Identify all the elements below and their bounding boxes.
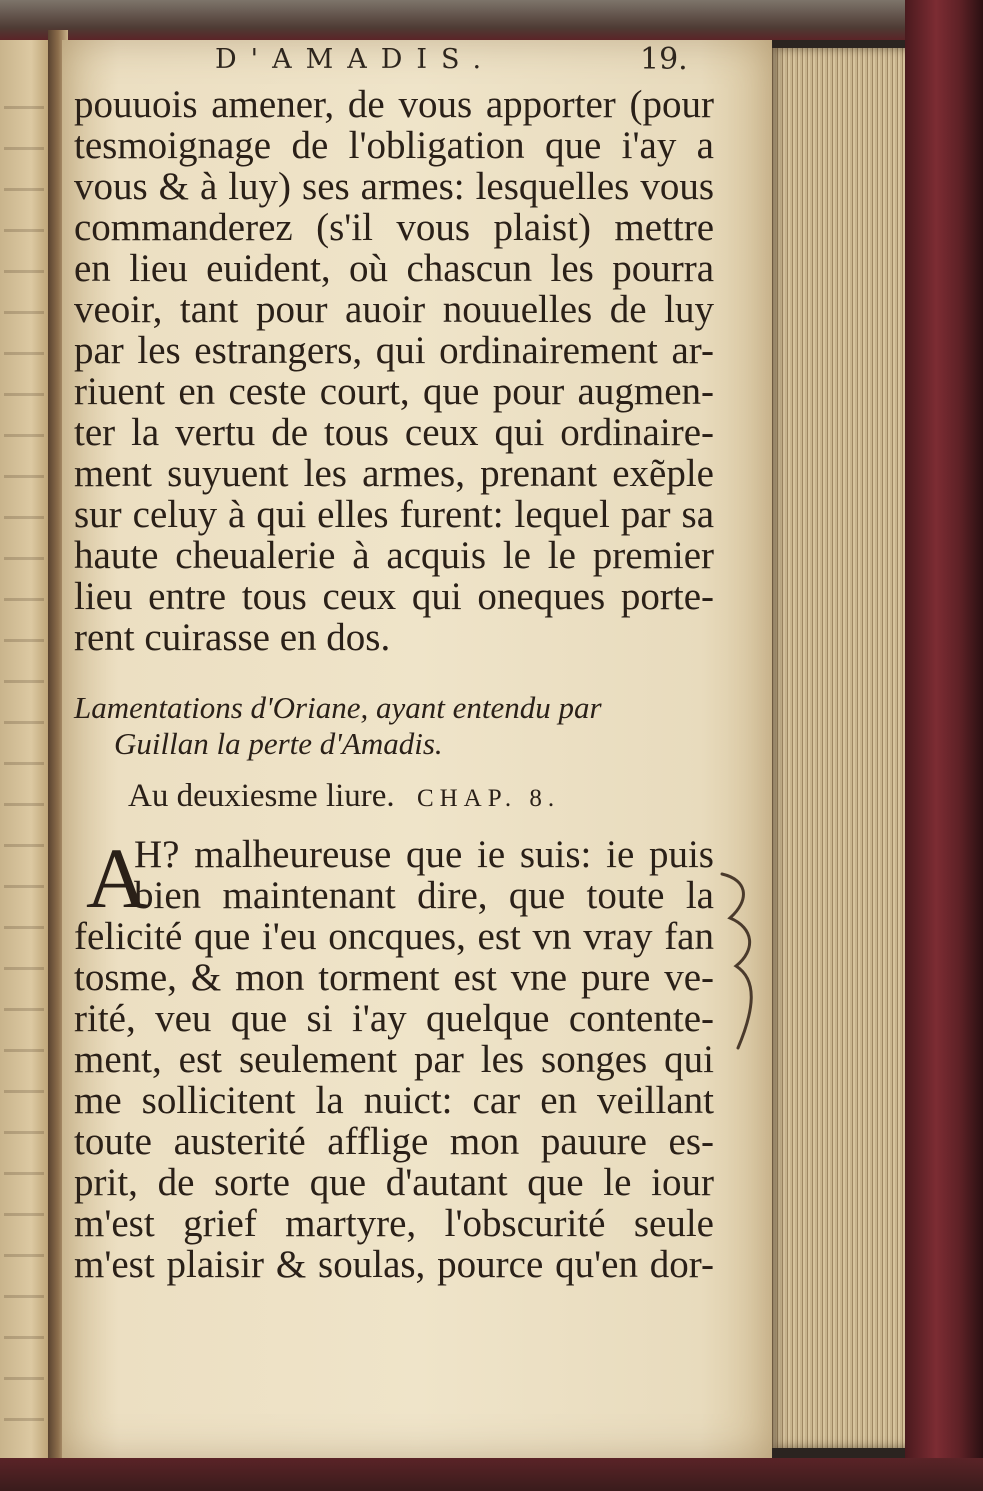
- chapter-number: CHAP. 8.: [416, 785, 561, 812]
- text-line: veoir, tant pour auoir nouuelles de luy: [74, 288, 714, 331]
- text-line: rent cuirasse en dos.: [74, 616, 391, 659]
- text-line: m'est grief martyre, l'obscurité seule: [74, 1202, 714, 1245]
- cover-top-edge: [0, 0, 983, 40]
- text-line: ment, est seulement par les songes qui: [74, 1038, 714, 1081]
- page-number: 19.: [640, 42, 688, 77]
- chapter-label: [128, 778, 560, 815]
- text-line: toute austerité afflige mon pauure es-: [74, 1120, 714, 1163]
- text-line: haute cheualerie à acquis le le premier: [74, 534, 714, 577]
- paragraph-1: [74, 84, 714, 658]
- text-line: lieu entre tous ceux qui oneques porte-: [74, 575, 714, 618]
- text-line: pouuois amener, de vous apporter (pour: [74, 83, 714, 126]
- text-line: felicité que i'eu oncques, est vn vray fan: [74, 915, 714, 958]
- drop-capital: A: [86, 830, 149, 926]
- handwritten-bracket-mark: [708, 870, 778, 1050]
- text-line: en lieu euident, où chascun les pourra: [74, 247, 714, 290]
- text-line: rité, veu que si i'ay quelque contente-: [74, 997, 714, 1040]
- text-line: commanderez (s'il vous plaist) mettre: [74, 206, 714, 249]
- book-label: Au deuxiesme liure.: [128, 778, 395, 814]
- text-line: m'est plaisir & soulas, pource qu'en dor-: [74, 1243, 714, 1286]
- paragraph-2: [74, 830, 714, 1286]
- red-leather-cover: [905, 0, 983, 1491]
- text-line: me sollicitent la nuict: car en veillant: [74, 1079, 714, 1122]
- text-line: riuent en ceste court, que pour augmen-: [74, 370, 714, 413]
- text-line: vous & à luy) ses armes: lesquelles vous: [74, 165, 714, 208]
- cover-bottom-edge: [0, 1458, 983, 1491]
- heading-line: Lamentations d'Oriane, ayant entendu par: [74, 690, 602, 725]
- page-fore-edge: [770, 48, 908, 1448]
- chapter-heading: [74, 690, 714, 762]
- text-line: ment suyuent les armes, prenant exẽple: [74, 452, 714, 495]
- left-page-edge: [0, 40, 52, 1460]
- left-page-text-bleed: [4, 80, 44, 1430]
- text-line: ter la vertu de tous ceux qui ordinaire-: [74, 411, 714, 454]
- text-line: tesmoignage de l'obligation que i'ay a: [74, 124, 714, 167]
- text-line: par les estrangers, qui ordinairement ar-: [74, 329, 714, 372]
- text-line: H? malheureuse que ie suis: ie puis: [134, 833, 714, 876]
- heading-line: Guillan la perte d'Amadis.: [114, 726, 443, 761]
- text-line: prit, de sorte que d'autant que le iour: [74, 1161, 714, 1204]
- text-line: tosme, & mon torment est vne pure ve-: [74, 956, 714, 999]
- running-head: D'AMADIS.: [215, 44, 496, 75]
- text-line: sur celuy à qui elles furent: lequel par sa: [74, 493, 714, 536]
- text-line: bien maintenant dire, que toute la: [134, 874, 714, 917]
